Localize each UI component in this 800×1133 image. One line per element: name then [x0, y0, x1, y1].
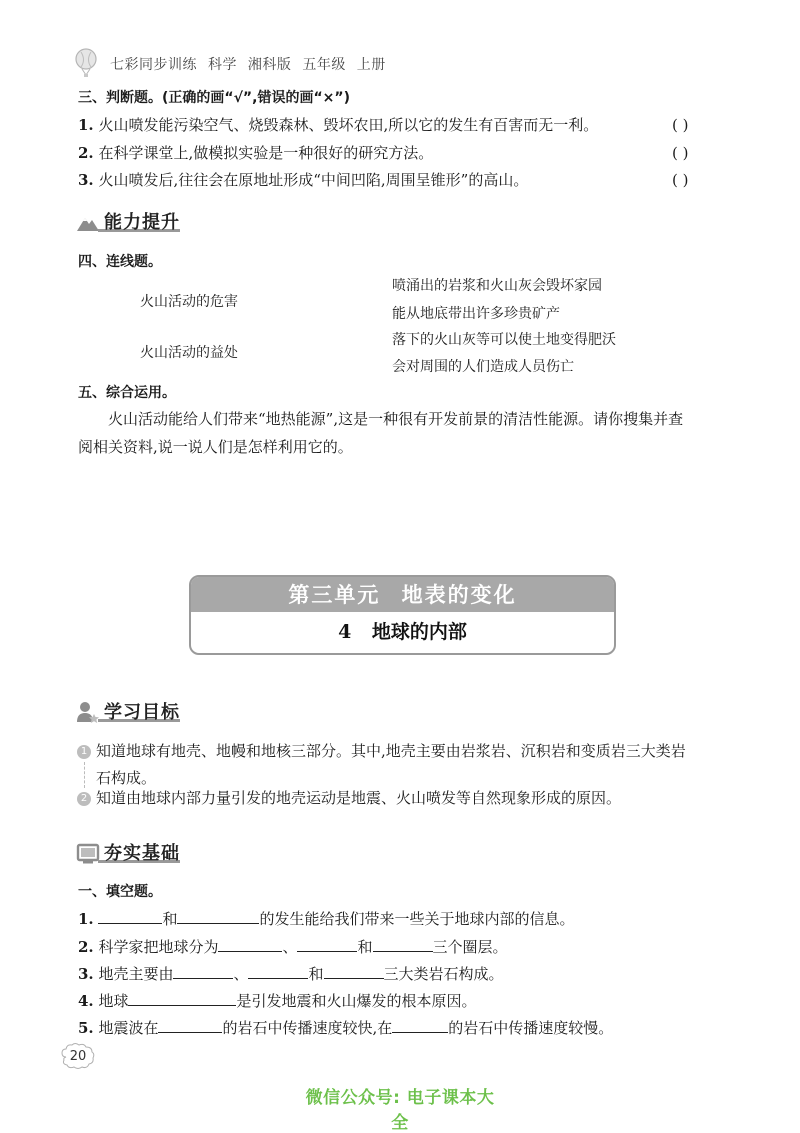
goal-line: 知道地球有地壳、地幔和地核三部分。其中,地壳主要由岩浆岩、沉积岩和变质岩三大类岩	[96, 742, 686, 760]
question-text: 三大类岩石构成。	[383, 965, 504, 983]
answer-blank[interactable]	[373, 935, 433, 952]
judgment-item	[78, 143, 433, 163]
match-right-item[interactable]: 会对周围的人们造成人员伤亡	[392, 359, 574, 375]
answer-parentheses[interactable]: ( )	[672, 144, 689, 162]
balloon-logo-icon	[72, 48, 100, 78]
answer-blank[interactable]	[392, 1016, 448, 1033]
goals-section-header	[76, 694, 180, 724]
unit-title-box	[189, 575, 616, 655]
question-text: 三个圈层。	[432, 938, 508, 956]
foundation-section-header	[76, 835, 180, 865]
fill-question	[78, 935, 508, 957]
question-text: 和	[357, 938, 373, 956]
lesson-title: 4 地球的内部	[338, 621, 467, 643]
question-line: 阅相关资料,说一说人们是怎样利用它的。	[78, 438, 353, 456]
question-text: 地球	[98, 992, 129, 1010]
page-number	[60, 1042, 96, 1072]
fill-title: 一、填空题。	[78, 884, 162, 900]
item-number: 3.	[78, 965, 94, 983]
goal-number-badge: 1	[77, 745, 91, 759]
answer-blank[interactable]	[177, 907, 259, 924]
monitor-icon	[76, 841, 100, 865]
answer-blank[interactable]	[218, 935, 282, 952]
item-number: 5.	[78, 1019, 94, 1037]
section-title: 夯实基础	[104, 843, 180, 864]
question-text: 是引发地震和火山爆发的根本原因。	[236, 992, 477, 1010]
goal-item: 知道由地球内部力量引发的地壳运动是地震、火山喷发等自然现象形成的原因。	[96, 789, 622, 807]
unit-title: 第三单元 地表的变化	[191, 577, 614, 612]
goal-item	[96, 738, 736, 792]
answer-blank[interactable]	[128, 989, 236, 1006]
answer-blank[interactable]	[98, 907, 162, 924]
header-title: 七彩同步训练 科学 湘科版 五年级 上册	[110, 57, 386, 73]
mountain-icon	[76, 210, 100, 234]
match-left-item[interactable]: 火山活动的益处	[140, 345, 238, 361]
question-text: 的岩石中传播速度较快,在	[222, 1019, 393, 1037]
answer-blank[interactable]	[173, 962, 233, 979]
item-text: 火山喷发后,往往会在原地址形成“中间凹陷,周围呈锥形”的高山。	[98, 171, 529, 189]
fill-question	[78, 907, 574, 929]
question-text: 科学家把地球分为	[98, 938, 219, 956]
page-number-text: 20	[69, 1049, 87, 1064]
question-text: 、	[282, 938, 298, 956]
answer-blank[interactable]	[248, 962, 308, 979]
item-number: 4.	[78, 992, 94, 1010]
fill-question	[78, 989, 476, 1011]
judgment-item	[78, 115, 598, 135]
match-left-item[interactable]: 火山活动的危害	[140, 294, 238, 310]
section-title: 学习目标	[104, 702, 180, 723]
match-right-item[interactable]: 落下的火山灰等可以使土地变得肥沃	[392, 332, 616, 348]
question-text: 地震波在	[98, 1019, 159, 1037]
fill-question	[78, 962, 504, 984]
match-right-item[interactable]: 喷涌出的岩浆和火山灰会毁坏家园	[392, 278, 602, 294]
question-text: 和	[308, 965, 324, 983]
fill-question	[78, 1016, 613, 1038]
answer-blank[interactable]	[158, 1016, 222, 1033]
answer-parentheses[interactable]: ( )	[672, 116, 689, 134]
answer-parentheses[interactable]: ( )	[672, 171, 689, 189]
item-number: 1.	[78, 910, 94, 928]
matching-title: 四、连线题。	[78, 254, 162, 270]
item-number: 3.	[78, 171, 94, 189]
comprehensive-question	[78, 405, 728, 461]
question-text: 的发生能给我们带来一些关于地球内部的信息。	[259, 910, 575, 928]
section-title: 能力提升	[104, 212, 180, 233]
item-text: 在科学课堂上,做模拟实验是一种很好的研究方法。	[98, 144, 434, 162]
student-icon	[76, 700, 100, 724]
item-text: 火山喷发能污染空气、烧毁森林、毁坏农田,所以它的发生有百害而无一利。	[98, 116, 599, 134]
goal-connector	[84, 762, 85, 788]
item-number: 1.	[78, 116, 94, 134]
comprehensive-title: 五、综合运用。	[78, 385, 176, 401]
question-text: 、	[233, 965, 249, 983]
judgment-title: 三、判断题。(正确的画“√”,错误的画“×”)	[78, 90, 350, 106]
item-number: 2.	[78, 144, 94, 162]
answer-blank[interactable]	[324, 962, 384, 979]
match-right-item[interactable]: 能从地底带出许多珍贵矿产	[392, 306, 560, 322]
item-number: 2.	[78, 938, 94, 956]
question-text: 的岩石中传播速度较慢。	[448, 1019, 614, 1037]
watermark: 微信公众号: 电子课本大全	[305, 1088, 495, 1133]
goal-line: 石构成。	[96, 769, 157, 787]
ability-section-header	[76, 204, 180, 234]
question-text: 地壳主要由	[98, 965, 174, 983]
question-line: 火山活动能给人们带来“地热能源”,这是一种很有开发前景的清洁性能源。请你搜集并查	[108, 410, 684, 428]
answer-blank[interactable]	[297, 935, 357, 952]
question-text: 和	[162, 910, 178, 928]
judgment-item	[78, 170, 528, 190]
goal-number-badge: 2	[77, 792, 91, 806]
